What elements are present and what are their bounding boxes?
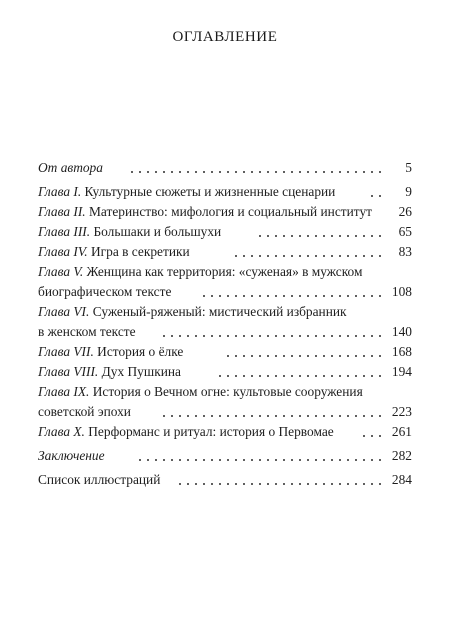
toc-page-number: 140	[388, 322, 412, 342]
toc-page-number: 168	[388, 342, 412, 362]
toc-entry-from-author	[38, 158, 412, 178]
dot-leader	[134, 459, 384, 461]
toc-entry-text	[38, 422, 338, 442]
toc-entry-label: Глава III.	[38, 224, 91, 239]
toc-entry-chapter-8	[38, 362, 412, 382]
toc-entry-text	[38, 302, 351, 322]
toc-entry-label: Заключение	[38, 448, 105, 463]
page-title: ОГЛАВЛЕНИЕ	[172, 29, 278, 45]
toc-entry-conclusion	[38, 446, 412, 466]
toc-entry-text	[38, 182, 339, 202]
toc-entry-title: Список иллюстраций	[38, 470, 164, 490]
toc-entry-label: Глава IX.	[38, 384, 90, 399]
toc-entry-label: Глава V.	[38, 264, 84, 279]
toc-entry-label: От автора	[38, 160, 103, 175]
toc-entry-text	[38, 342, 187, 362]
toc-entry-text	[38, 158, 107, 178]
toc-entry-title-continued: биографическом тексте	[38, 282, 175, 302]
toc-page-number: 5	[401, 158, 412, 178]
toc-entry-label: Глава II.	[38, 204, 86, 219]
toc-entry-title: История о ёлке	[97, 344, 184, 359]
toc-entry-text	[38, 262, 366, 282]
dot-leader	[253, 235, 384, 237]
toc-entry-title: Перформанс и ритуал: история о Первомае	[88, 424, 334, 439]
toc-page-number: 284	[388, 470, 412, 490]
toc-page-number: 9	[401, 182, 412, 202]
dot-leader	[198, 295, 384, 297]
dot-leader	[368, 195, 384, 197]
toc-entry-chapter-4	[38, 242, 412, 262]
toc-page-number: 282	[388, 446, 412, 466]
dot-leader	[223, 355, 384, 357]
toc-entry-label: Глава I.	[38, 184, 82, 199]
toc-entry-chapter-2	[38, 202, 412, 222]
toc-entry-chapter-9-continued	[38, 402, 412, 422]
toc-page-number: 261	[388, 422, 412, 442]
toc-entry-chapter-7	[38, 342, 412, 362]
dot-leader	[158, 335, 384, 337]
toc-entry-illustrations	[38, 470, 412, 490]
toc-entry-chapter-6-continued	[38, 322, 412, 342]
toc-entry-chapter-6	[38, 302, 412, 322]
toc-entry-label: Глава VI.	[38, 304, 90, 319]
toc-entry-chapter-10	[38, 422, 412, 442]
toc-entry-label: Глава X.	[38, 424, 85, 439]
dot-leader	[358, 435, 384, 437]
toc-entry-chapter-5	[38, 262, 412, 282]
toc-entry-title-continued: в женском тексте	[38, 322, 140, 342]
toc-page-number: 26	[395, 202, 412, 222]
toc-entry-chapter-3	[38, 222, 412, 242]
toc-page-number: 194	[388, 362, 412, 382]
toc-entry-title: Материнство: мифология и социальный институт	[89, 204, 373, 219]
toc-entry-title: Женщина как территория: «суженая» в мужском	[86, 264, 363, 279]
toc-entry-text	[38, 202, 376, 222]
toc-entry-text	[38, 382, 367, 402]
dot-leader	[213, 375, 384, 377]
dot-leader	[163, 415, 384, 417]
toc-entry-label: Глава VII.	[38, 344, 94, 359]
toc-entry-text	[38, 242, 194, 262]
toc-page-number: 65	[395, 222, 412, 242]
toc-entry-title: История о Вечном огне: культовые сооружения	[92, 384, 363, 399]
toc-entry-chapter-9	[38, 382, 412, 402]
toc-entry-label: Глава IV.	[38, 244, 88, 259]
toc-entry-text	[38, 222, 225, 242]
toc-entry-title: Дух Пушкина	[101, 364, 181, 379]
toc-entry-title: Культурные сюжеты и жизненные сценарии	[84, 184, 336, 199]
toc-entry-title-continued: советской эпохи	[38, 402, 135, 422]
dot-leader	[233, 255, 384, 257]
dot-leader	[128, 171, 384, 173]
toc-entry-text	[38, 446, 109, 466]
toc-entry-text	[38, 362, 185, 382]
toc-entry-chapter-1	[38, 182, 412, 202]
toc-page-number: 83	[395, 242, 412, 262]
toc-entry-label: Глава VIII.	[38, 364, 99, 379]
toc-page-number: 108	[388, 282, 412, 302]
dot-leader	[178, 483, 384, 485]
toc-entry-chapter-5-continued	[38, 282, 412, 302]
toc-page-number: 223	[388, 402, 412, 422]
toc-entry-title: Суженый-ряженый: мистический избранник	[92, 304, 347, 319]
toc-entry-title: Большаки и большухи	[93, 224, 222, 239]
toc-entry-title: Игра в секретики	[90, 244, 190, 259]
